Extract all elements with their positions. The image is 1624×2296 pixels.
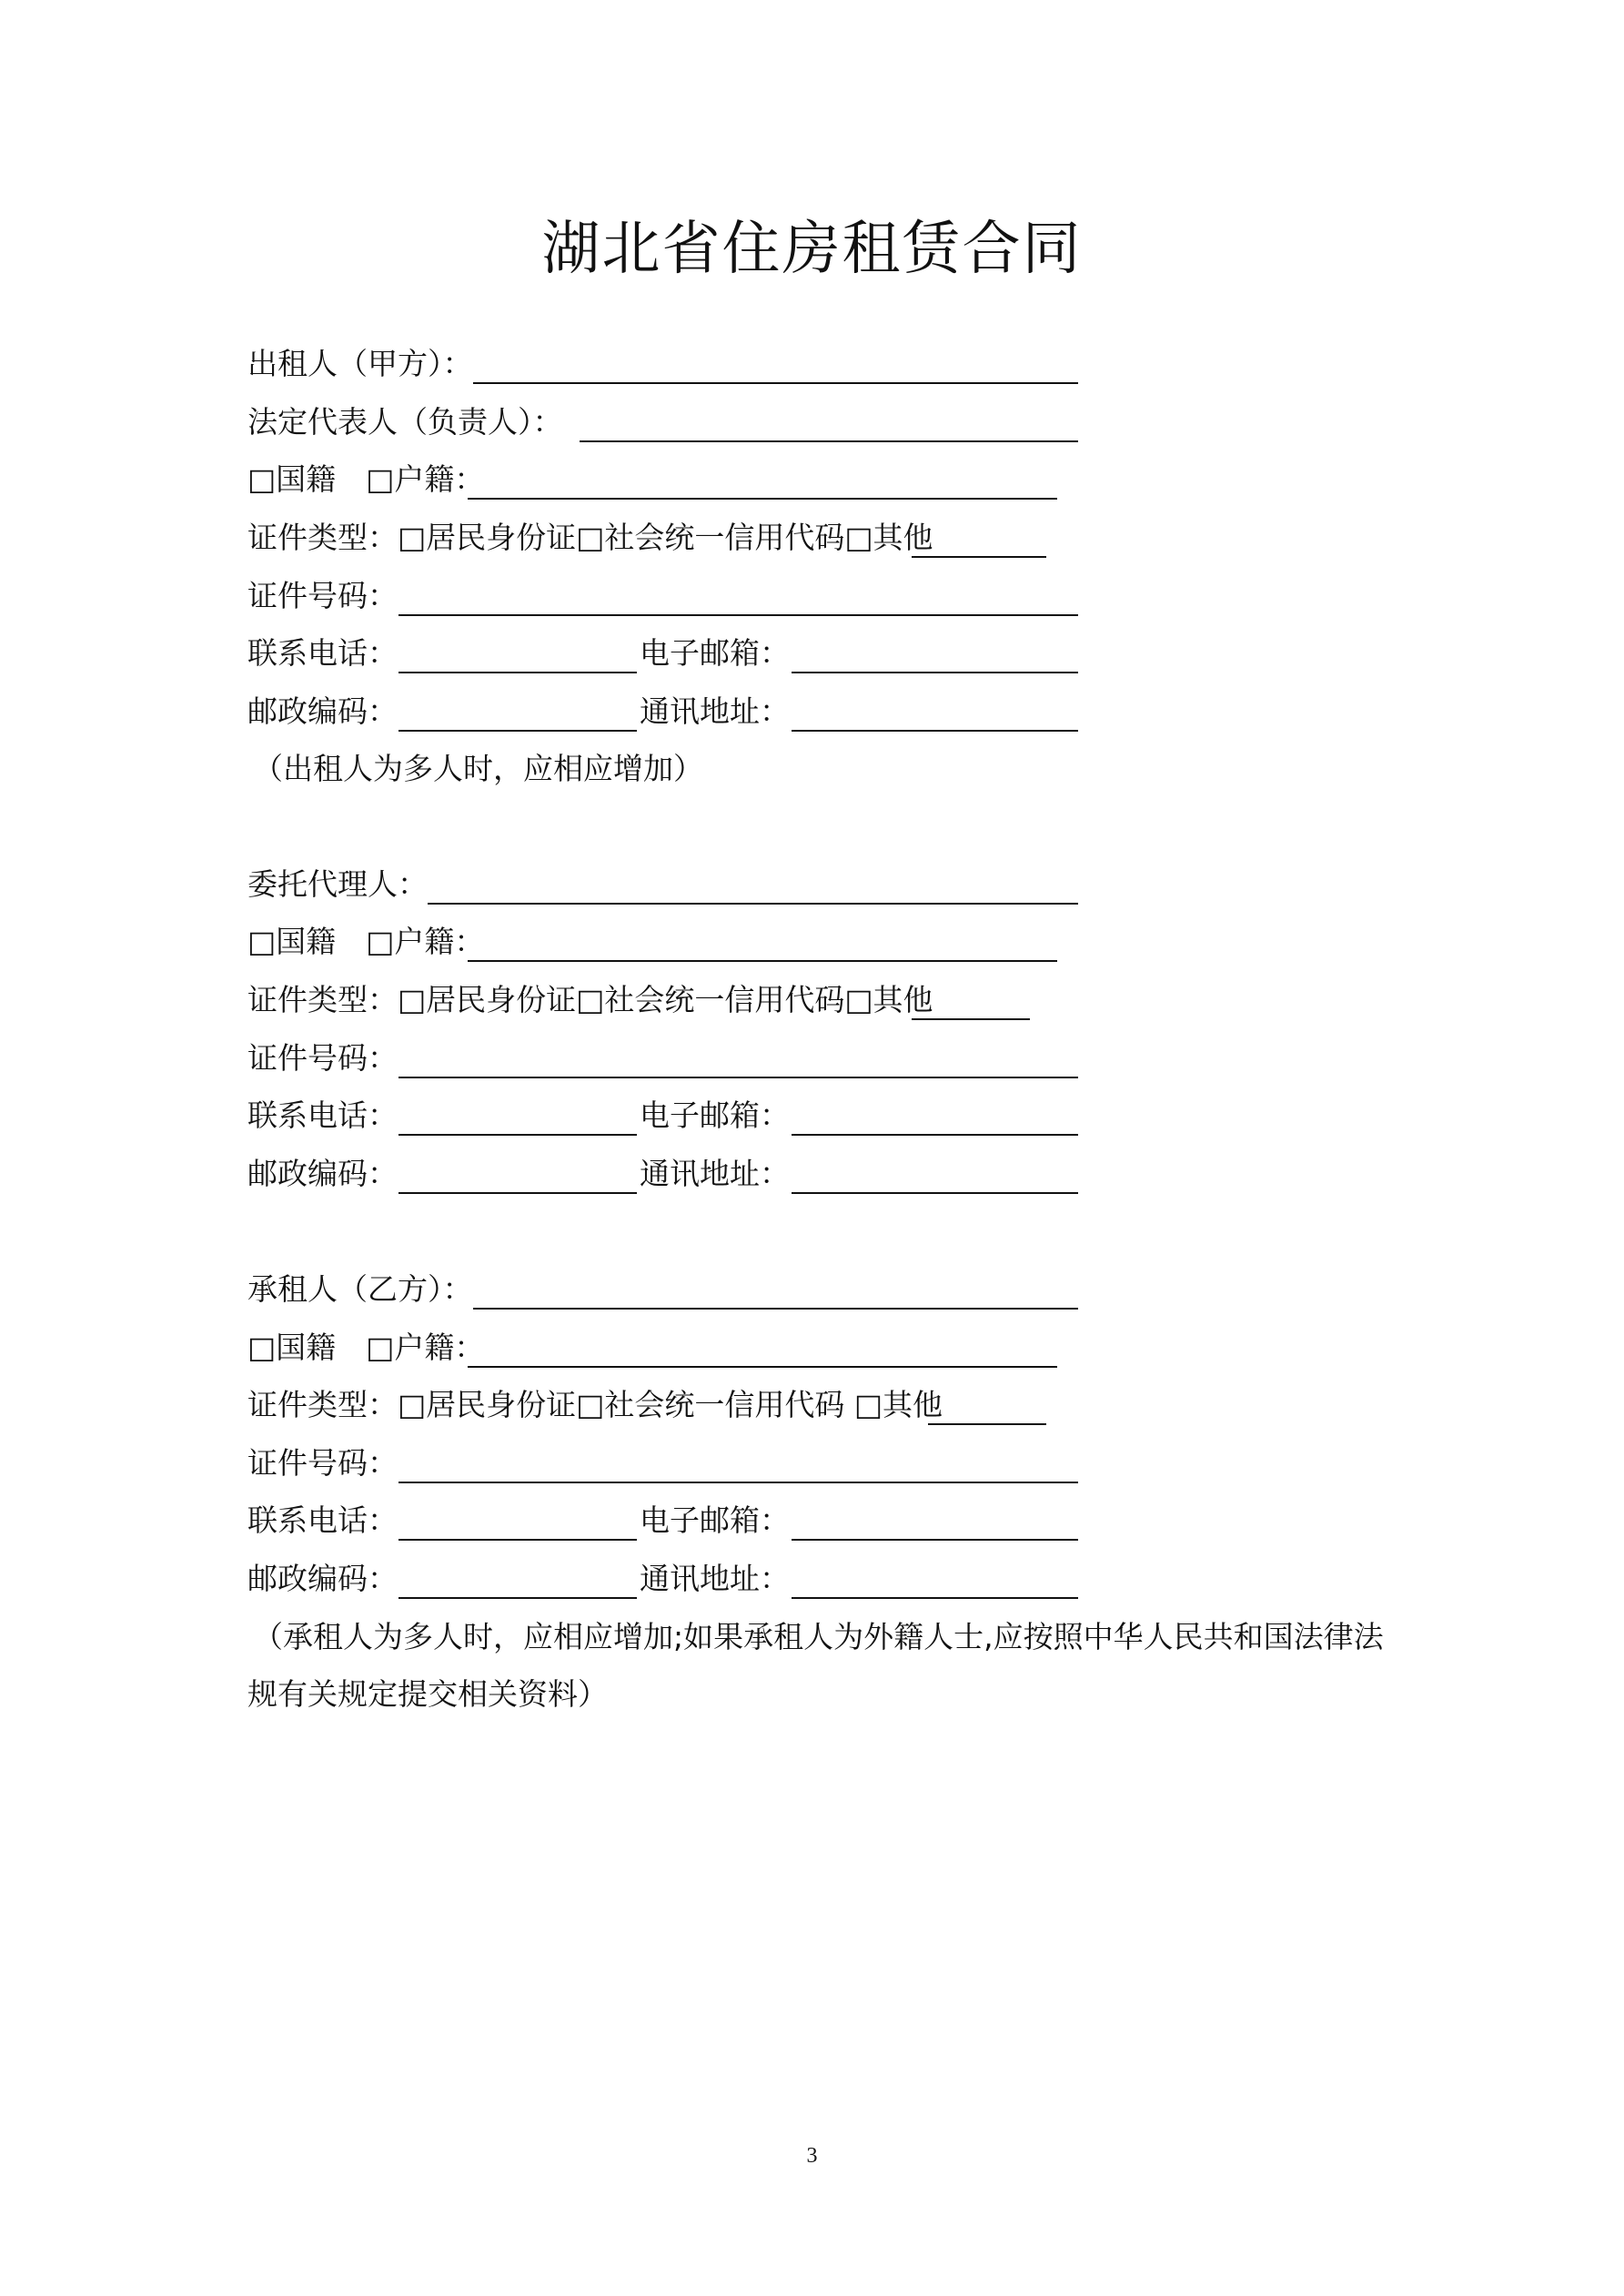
lessee-phone-label: 联系电话： <box>247 1502 398 1538</box>
agent-id-type-label: 证件类型：□居民身份证□社会统一信用代码□其他 <box>247 982 933 1017</box>
lessee-address-label: 通讯地址： <box>640 1561 790 1596</box>
lessee-name-field[interactable] <box>473 1308 1078 1310</box>
lessee-nationality-label: □国籍 □户籍： <box>247 1330 485 1365</box>
lessee-name-label: 承租人（乙方）： <box>247 1271 473 1307</box>
agent-id-type-other-field[interactable] <box>912 1018 1030 1020</box>
agent-phone-field[interactable] <box>398 1134 637 1136</box>
agent-address-field[interactable] <box>792 1192 1078 1194</box>
agent-address-label: 通讯地址： <box>640 1156 790 1191</box>
lessor-phone-label: 联系电话： <box>247 635 398 671</box>
lessor-address-label: 通讯地址： <box>640 693 790 729</box>
lessee-id-no-field[interactable] <box>398 1482 1078 1483</box>
agent-id-no-label: 证件号码： <box>247 1040 398 1076</box>
lessor-phone-field[interactable] <box>398 672 637 673</box>
lessee-postcode-label: 邮政编码： <box>247 1561 398 1596</box>
lessee-email-field[interactable] <box>792 1539 1078 1541</box>
lessor-id-type-other-field[interactable] <box>912 556 1046 558</box>
lessee-nationality-field[interactable] <box>468 1366 1057 1368</box>
lessor-name-field[interactable] <box>473 382 1078 384</box>
lessor-rep-field[interactable] <box>580 440 1078 442</box>
lessor-nationality-field[interactable] <box>468 498 1057 500</box>
lessor-email-field[interactable] <box>792 672 1078 673</box>
agent-postcode-label: 邮政编码： <box>247 1156 398 1191</box>
lessor-postcode-field[interactable] <box>398 730 637 732</box>
lessor-name-label: 出租人（甲方）： <box>247 346 473 381</box>
lessee-address-field[interactable] <box>792 1597 1078 1599</box>
lessee-postcode-field[interactable] <box>398 1597 637 1599</box>
contract-title: 湖北省住房租赁合同 <box>541 216 1083 283</box>
lessor-note: （出租人为多人时，应相应增加） <box>253 751 703 786</box>
lessor-nationality-label: □国籍 □户籍： <box>247 461 485 497</box>
lessee-note-line2: 规有关规定提交相关资料） <box>247 1676 608 1712</box>
lessee-email-label: 电子邮箱： <box>640 1502 790 1538</box>
lessee-note-line1: （承租人为多人时，应相应增加;如果承租人为外籍人士,应按照中华人民共和国法律法 <box>253 1619 1384 1654</box>
lessee-phone-field[interactable] <box>398 1539 637 1541</box>
agent-phone-label: 联系电话： <box>247 1097 398 1133</box>
lessor-address-field[interactable] <box>792 730 1078 732</box>
lessee-id-type-other-field[interactable] <box>928 1423 1046 1425</box>
agent-name-label: 委托代理人： <box>247 866 428 902</box>
agent-nationality-label: □国籍 □户籍： <box>247 924 485 959</box>
agent-nationality-field[interactable] <box>468 960 1057 962</box>
lessor-email-label: 电子邮箱： <box>640 635 790 671</box>
agent-email-field[interactable] <box>792 1134 1078 1136</box>
agent-postcode-field[interactable] <box>398 1192 637 1194</box>
lessee-id-no-label: 证件号码： <box>247 1445 398 1481</box>
lessor-postcode-label: 邮政编码： <box>247 693 398 729</box>
lessee-id-type-label: 证件类型：□居民身份证□社会统一信用代码 □其他 <box>247 1387 943 1422</box>
lessor-id-no-field[interactable] <box>398 614 1078 616</box>
agent-id-no-field[interactable] <box>398 1077 1078 1078</box>
agent-name-field[interactable] <box>428 903 1078 905</box>
lessor-id-no-label: 证件号码： <box>247 578 398 613</box>
page-number: 3 <box>806 2144 818 2168</box>
lessor-id-type-label: 证件类型：□居民身份证□社会统一信用代码□其他 <box>247 520 933 555</box>
lessor-rep-label: 法定代表人（负责人）： <box>247 404 563 440</box>
agent-email-label: 电子邮箱： <box>640 1097 790 1133</box>
